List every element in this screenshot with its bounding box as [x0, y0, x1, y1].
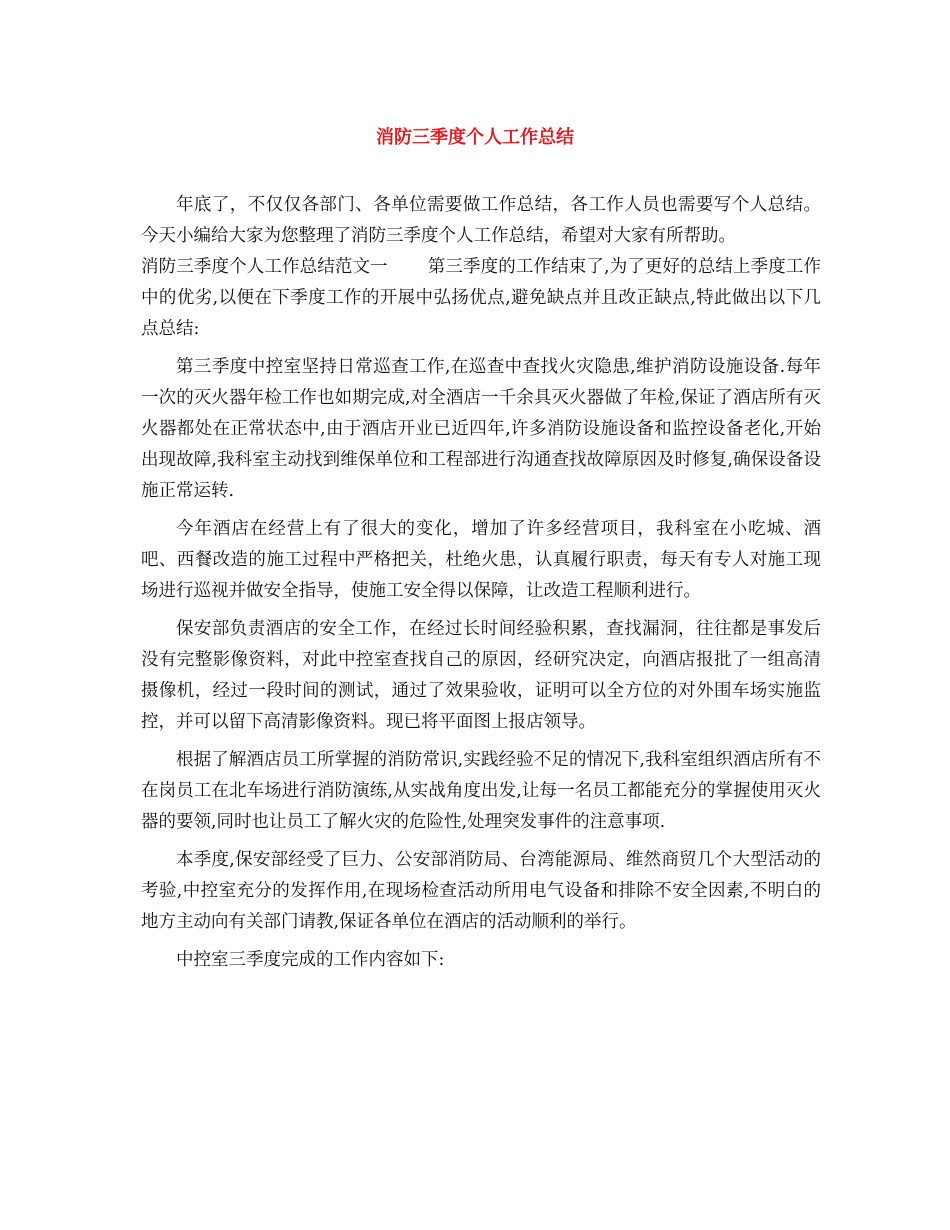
body-paragraph-2: 今年酒店在经营上有了很大的变化，增加了许多经营项目，我科室在小吃城、酒吧、西餐改造的施工过程中严格把关，杜绝火患，认真履行职责，每天有专人对施工现场进行巡视并做安全指导，使施工安全得以保障，让改造工程顺利进行。 — [141, 519, 821, 601]
body-paragraph-6: 中控室三季度完成的工作内容如下: — [176, 950, 445, 970]
document-title: 消防三季度个人工作总结 — [376, 127, 574, 148]
sample-paragraph — [141, 252, 821, 345]
body-paragraph-5: 本季度,保安部经受了巨力、公安部消防局、台湾能源局、维然商贸几个大型活动的考验,中控室充分的发挥作用,在现场检查活动所用电气设备和排除不安全因素,不明白的地方主动向有关部门请教,保证各单位在酒店的活动顺利的举行。 — [141, 850, 821, 932]
body-paragraph-4: 根据了解酒店员工所掌握的消防常识,实践经验不足的情况下,我科室组织酒店所有不在岗员工在北车场进行消防演练,从实战角度出发,让每一名员工都能充分的掌握使用灭火器的要领,同时也让员工了解火灾的危险性,处理突发事件的注意事项. — [141, 750, 821, 832]
document-body — [141, 190, 821, 983]
intro-paragraph: 年底了，不仅仅各部门、各单位需要做工作总结，各工作人员也需要写个人总结。今天小编给大家为您整理了消防三季度个人工作总结，希望对大家有所帮助。 — [141, 195, 821, 246]
body-paragraph-1: 第三季度中控室坚持日常巡查工作,在巡查中查找火灾隐患,维护消防设施设备.每年一次的灭火器年检工作也如期完成,对全酒店一千余具灭火器做了年检,保证了酒店所有灭火器都处在正常状态中,由于酒店开业已近四年,许多消防设施设备和监控设备老化,开始出现故障,我科室主动找到维保单位和工程部进行沟通查找故障原因及时修复,确保设备设施正常运转. — [141, 357, 821, 501]
sample-opening: 第三季度的工作结束了,为了更好的总结上季度工作中的优劣,以便在下季度工作的开展中弘扬优点,避免缺点并且改正缺点,特此做出以下几点总结: — [141, 257, 822, 339]
sample-heading: 消防三季度个人工作总结范文一 — [141, 257, 388, 277]
body-paragraph-3: 保安部负责酒店的安全工作，在经过长时间经验积累，查找漏洞，往往都是事发后没有完整影像资料，对此中控室查找自己的原因，经研究决定，向酒店报批了一组高清摄像机，经过一段时间的测试，通过了效果验收，证明可以全方位的对外围车场实施监控，并可以留下高清影像资料。现已将平面图上报店领导。 — [141, 619, 821, 732]
